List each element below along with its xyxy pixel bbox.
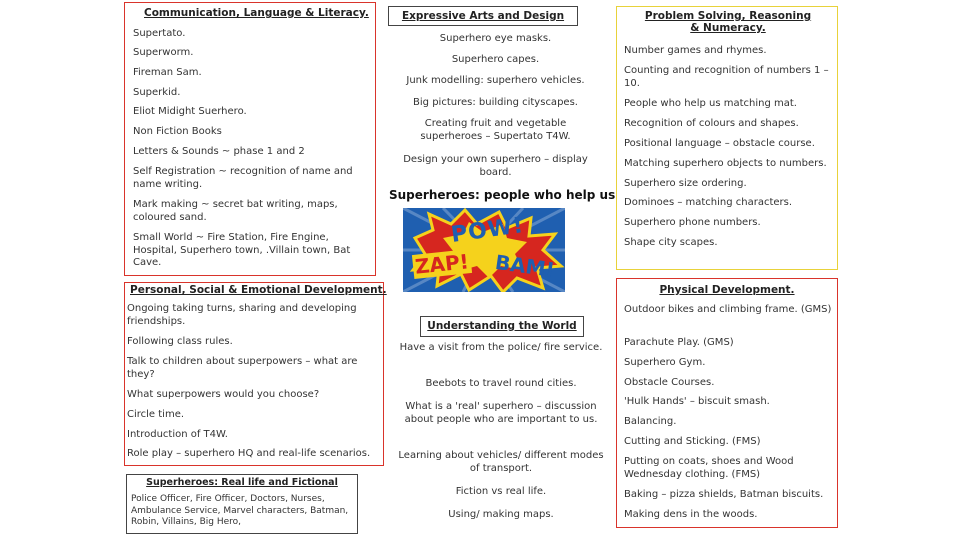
list-item: Introduction of T4W. [127,429,228,440]
expressive-title: Expressive Arts and Design [401,10,565,22]
list-item: Circle time. [127,409,185,420]
list-item: Parachute Play. (GMS) [624,337,734,348]
list-item: Obstacle Courses. [624,377,715,388]
list-item: Positional language – obstacle course. [624,138,815,149]
list-item: Have a visit from the police/ fire service. [399,342,603,353]
list-item: Talk to children about superpowers – what are they? [127,356,358,380]
list-item: Eliot Midight Suerhero. [133,106,247,117]
list-item: What superpowers would you choose? [127,389,320,400]
comic-word-pow: POW! [449,213,526,248]
list-item: Outdoor bikes and climbing frame. (GMS) [624,304,832,315]
list-item: Fireman Sam. [133,67,202,78]
list-item: Baking – pizza shields, Batman biscuits. [624,489,824,500]
physical-title: Physical Development. [659,284,795,296]
list-item: Big pictures: building cityscapes. [413,97,578,108]
list-item: What is a 'real' superhero – discussion about people who are important to us. [404,401,598,425]
list-item: Design your own superhero – display board. [403,154,588,178]
list-item: Superhero Gym. [624,357,706,368]
list-item: Balancing. [624,416,677,427]
list-item: Following class rules. [127,336,233,347]
real-life-title: Superheroes: Real life and Fictional [146,477,338,488]
list-item: Superhero size ordering. [624,178,747,189]
theme-title: Superheroes: people who help us [389,188,616,202]
list-item: Matching superhero objects to numbers. [624,158,827,169]
list-item: Number games and rhymes. [624,45,767,56]
list-item: Shape city scapes. [624,237,718,248]
list-item: Putting on coats, shoes and Wood Wednesday clothing. (FMS) [624,456,794,480]
real-life-text: Police Officer, Fire Officer, Doctors, Nurses, Ambulance Service, Marvel characters, Batman, Robin, Villains, Big Hero, [131,494,349,527]
list-item: Small World ~ Fire Station, Fire Engine, Hospital, Superhero town, .Villain town, Bat Cave. [133,232,351,268]
list-item: Superhero eye masks. [439,33,552,44]
list-item: Dominoes – matching characters. [624,197,793,208]
list-item: Non Fiction Books [133,126,222,137]
comic-burst-image [403,208,565,292]
list-item: Creating fruit and vegetable superheroes – Supertato T4W. [420,118,571,142]
personal-title: Personal, Social & Emotional Development. [130,284,387,296]
list-item: Recognition of colours and shapes. [624,118,799,129]
comic-word-bam: BAM! [493,249,557,283]
comic-word-zap: ZAP! [413,249,470,279]
list-item: Superworm. [133,47,194,58]
list-item: Supertato. [133,28,186,39]
list-item: Role play – superhero HQ and real-life scenarios. [127,448,371,459]
problem-solving-title: Problem Solving, Reasoning & Numeracy. [644,10,812,34]
list-item: Letters & Sounds ~ phase 1 and 2 [133,146,305,157]
list-item: Mark making ~ secret bat writing, maps, coloured sand. [133,199,338,223]
communication-title: Communication, Language & Literacy. [144,7,369,19]
list-item: Making dens in the woods. [624,509,758,520]
list-item: Learning about vehicles/ different modes of transport. [398,450,604,474]
list-item: 'Hulk Hands' – biscuit smash. [624,396,770,407]
list-item: Self Registration ~ recognition of name and name writing. [133,166,353,190]
list-item: People who help us matching mat. [624,98,797,109]
understanding-title: Understanding the World [427,320,577,332]
list-item: Counting and recognition of numbers 1 – 10. [624,65,829,89]
list-item: Superkid. [133,87,181,98]
list-item: Superhero capes. [451,54,540,65]
list-item: Using/ making maps. [448,509,554,520]
list-item: Fiction vs real life. [455,486,547,497]
list-item: Cutting and Sticking. (FMS) [624,436,761,447]
list-item: Beebots to travel round cities. [425,378,577,389]
list-item: Ongoing taking turns, sharing and developing friendships. [127,303,357,327]
list-item: Junk modelling: superhero vehicles. [406,75,585,86]
list-item: Superhero phone numbers. [624,217,761,228]
